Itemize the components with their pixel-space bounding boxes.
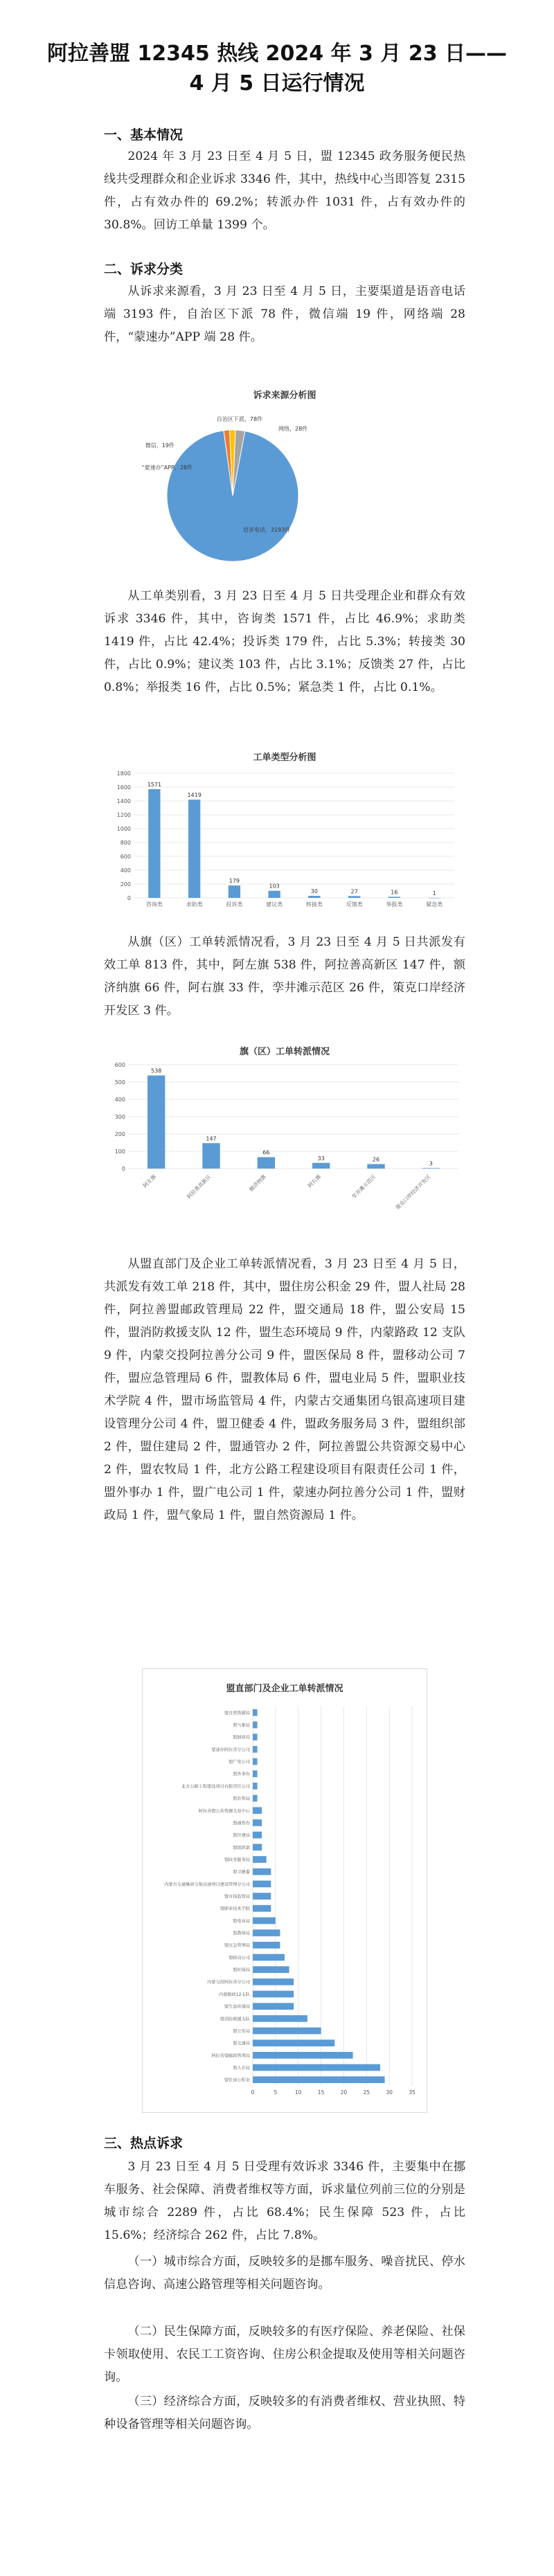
bar-26 bbox=[253, 2028, 321, 2035]
y-tick-label-0: 0 bbox=[121, 1166, 125, 1172]
bar-value-label-4: 26 bbox=[372, 1156, 380, 1163]
y-tick-label-3: 300 bbox=[114, 1114, 125, 1120]
bar-18 bbox=[253, 1929, 280, 1936]
y-tick-label-1: 盟气象局 bbox=[233, 1723, 250, 1729]
bar-20 bbox=[253, 1954, 285, 1961]
section-classification-heading: 二、诉求分类 bbox=[104, 262, 184, 277]
y-tick-label-2: 200 bbox=[114, 1131, 125, 1137]
y-tick-label-2: 400 bbox=[120, 867, 131, 874]
section-basic-paragraph: 2024 年 3 月 23 日至 4 月 5 日，盟 12345 政务服务便民热线共受理群众和企业诉求 3346 件，其中，热线中心当即答复 2315 件，占有效办件的 69.2%；转派办件 1031 件，占有效办件的 30.8%。回访工单量 1399 个。 bbox=[104, 150, 465, 232]
pie-label-2: 微信，19件 bbox=[145, 442, 175, 449]
y-tick-label-7: 1400 bbox=[116, 798, 131, 804]
bar-value-label-0: 1571 bbox=[147, 781, 162, 788]
bar-1 bbox=[202, 1143, 220, 1169]
bar-6 bbox=[253, 1783, 258, 1790]
x-tick-label-0: 0 bbox=[251, 2089, 255, 2096]
x-tick-label-0: 咨询类 bbox=[145, 901, 163, 908]
district-paragraph: 从旗（区）工单转派情况看，3 月 23 日至 4 月 5 日共派发有效工单 813 件，其中，阿左旗 538 件，阿拉善高新区 147 件，额济纳旗 66 件，阿右旗 33 件，孪井滩示范区 26 件，策克口岸经济开发区 3 件。 bbox=[104, 935, 465, 1018]
y-tick-label-19: 盟应急管理局 bbox=[224, 1943, 250, 1949]
source-paragraph: 从诉求来源看，3 月 23 日至 4 月 5 日，主要渠道是语音电话端 3193 件，自治区下派 78 件，微信端 19 件，网络端 28 件，“蒙速办”APP 端 28 件。 bbox=[104, 285, 465, 344]
y-tick-label-11: 盟组织部 bbox=[233, 1845, 250, 1850]
bar-25 bbox=[253, 2015, 307, 2022]
y-tick-label-3: 蒙速办阿拉善分公司 bbox=[211, 1747, 250, 1753]
bar-4 bbox=[308, 896, 320, 898]
x-tick-label-4: 转接类 bbox=[305, 901, 323, 908]
bar-0 bbox=[148, 789, 160, 898]
bar-4 bbox=[253, 1758, 258, 1765]
y-tick-label-26: 盟公安局 bbox=[233, 2028, 250, 2034]
bar-value-label-1: 147 bbox=[206, 1135, 217, 1142]
bar-12 bbox=[253, 1856, 267, 1863]
bar-21 bbox=[253, 1966, 289, 1973]
y-tick-label-17: 盟电业局 bbox=[233, 1918, 250, 1924]
y-tick-label-5: 1000 bbox=[116, 826, 131, 832]
bar-13 bbox=[253, 1868, 271, 1875]
y-tick-label-4: 400 bbox=[114, 1097, 125, 1103]
x-tick-label-4: 20 bbox=[340, 2089, 348, 2096]
section-basic-heading: 一、基本情况 bbox=[104, 127, 184, 143]
x-tick-label-7: 紧急类 bbox=[426, 901, 443, 908]
bar-2 bbox=[253, 1733, 258, 1740]
hotspot-paragraph: 3 月 23 日至 4 月 5 日受理有效诉求 3346 件，主要集中在挪车服务、社会保障、消费者维权等方面，诉求量位列前三位的分别是城市综合 2289 件，占比 68.4%；民生保障 523 件，占比 15.6%；经济综合 262 件，占比 7.8%。 bbox=[104, 2160, 465, 2242]
y-tick-label-25: 盟消防救援支队 bbox=[220, 2017, 250, 2022]
bar-10 bbox=[253, 1832, 262, 1839]
bar-27 bbox=[253, 2039, 334, 2046]
x-tick-label-3: 阿右旗 bbox=[306, 1173, 323, 1189]
y-tick-label-5: 盟外事办 bbox=[233, 1772, 250, 1777]
bar-chart-department-title: 盟直部门及企业工单转派情况 bbox=[226, 1684, 343, 1694]
bar-chart-district-title: 旗（区）工单转派情况 bbox=[239, 1047, 330, 1057]
y-tick-label-13: 盟卫健委 bbox=[233, 1870, 250, 1875]
y-tick-label-15: 盟市场监管局 bbox=[224, 1894, 250, 1900]
x-tick-label-2: 额济纳旗 bbox=[248, 1173, 267, 1193]
x-tick-label-5: 策克口岸经济开发区 bbox=[394, 1173, 432, 1212]
x-tick-label-6: 举报类 bbox=[386, 901, 403, 908]
y-tick-label-1: 200 bbox=[120, 881, 131, 888]
y-tick-label-4: 盟广电公司 bbox=[229, 1760, 250, 1765]
bar-chart-type-title: 工单类型分析图 bbox=[253, 753, 316, 763]
bar-value-label-3: 33 bbox=[317, 1155, 325, 1162]
y-tick-label-1: 100 bbox=[114, 1149, 125, 1155]
bar-value-label-1: 1419 bbox=[187, 792, 202, 799]
doc-title-line1: 阿拉善盟 12345 热线 2024 年 3 月 23 日—— bbox=[46, 42, 508, 66]
bar-28 bbox=[253, 2052, 353, 2059]
y-tick-label-14: 内蒙古交通集团乌银高速项目建设管理分公司 bbox=[164, 1882, 250, 1887]
x-tick-label-5: 25 bbox=[363, 2089, 370, 2096]
y-tick-label-8: 阿拉善盟公共资源交易中心 bbox=[198, 1808, 250, 1814]
y-tick-label-18: 盟教体局 bbox=[233, 1931, 250, 1936]
bar-2 bbox=[258, 1158, 275, 1169]
y-tick-label-16: 盟职业技术学院 bbox=[220, 1907, 250, 1912]
y-tick-label-23: 内蒙路政12支队 bbox=[219, 1992, 250, 1997]
bar-11 bbox=[253, 1844, 262, 1850]
y-tick-label-8: 1600 bbox=[116, 784, 131, 791]
bar-3 bbox=[268, 891, 280, 898]
bar-1 bbox=[188, 800, 200, 898]
y-tick-label-4: 800 bbox=[120, 840, 131, 846]
bar-value-label-6: 16 bbox=[391, 889, 398, 896]
bar-9 bbox=[253, 1819, 262, 1826]
bar-1 bbox=[253, 1722, 258, 1729]
bar-value-label-7: 1 bbox=[432, 890, 436, 897]
bar-6 bbox=[388, 897, 400, 898]
x-tick-label-0: 阿左旗 bbox=[141, 1173, 158, 1189]
bar-14 bbox=[253, 1880, 271, 1887]
department-paragraph: 从盟直部门及企业工单转派情况看，3 月 23 日至 4 月 5 日，共派发有效工单 218 件，其中，盟住房公积金 29 件，盟人社局 28 件，阿拉善盟邮政管理局 22 件，盟交通局 18 件，盟公安局 15 件，盟消防救援支队 12 件，盟生态环境局 9 件，内蒙路政 12 支队 9 件，内蒙交投阿拉善分公司 9 件，盟医保局 8 件，盟移动公司 7 件，盟应急管理局 6 件，盟教体局 6 件，盟电业局 5 件，盟职业技术学院 4 件，盟市场监管局 4 件，内蒙古交通集团乌银高速项目建设管理分公司 4 件，盟卫健委 4 件，盟政务服务局 3 件，盟组织部 2 件，盟住建局 2 件，盟通管办 2 件，阿拉善盟公共资源交易中心 2 件，盟农牧局 1 件，北方公路工程建设项目有限责任公司 1 件，盟外事办 1 件，盟广电公司 1 件，蒙速办阿拉善分公司 1 件，盟财政局 1 件，盟气象局 1 件，盟自然资源局 1 件。 bbox=[104, 1257, 465, 1522]
y-tick-label-9: 1800 bbox=[116, 771, 131, 777]
bar-value-label-5: 27 bbox=[350, 888, 358, 895]
y-tick-label-9: 盟通管办 bbox=[233, 1821, 250, 1826]
bar-5 bbox=[422, 1168, 440, 1169]
pie-label-0: 语音电话，3193件 bbox=[243, 527, 291, 533]
section-hotspot-heading: 三、热点诉求 bbox=[104, 2136, 184, 2151]
bar-22 bbox=[253, 1979, 294, 1985]
bar-5 bbox=[348, 896, 360, 898]
bar-0 bbox=[148, 1076, 165, 1169]
y-tick-label-30: 盟住房公积金 bbox=[224, 2078, 250, 2083]
bar-30 bbox=[253, 2076, 385, 2083]
bar-5 bbox=[253, 1770, 258, 1777]
y-tick-label-6: 600 bbox=[114, 1062, 125, 1068]
type-bar-chart bbox=[104, 765, 465, 926]
pie-label-3: 网络，28件 bbox=[278, 426, 308, 432]
bar-16 bbox=[253, 1905, 271, 1912]
x-tick-label-3: 建议类 bbox=[266, 901, 283, 908]
pie-chart-title: 诉求来源分析图 bbox=[253, 390, 316, 401]
bar-7 bbox=[253, 1795, 258, 1802]
pie-label-4: “蒙速办”APP，28件 bbox=[141, 465, 193, 471]
bar-7 bbox=[428, 898, 440, 899]
bar-value-label-0: 538 bbox=[151, 1068, 162, 1074]
y-tick-label-12: 盟政务服务局 bbox=[224, 1857, 250, 1863]
y-tick-label-24: 盟生态环境局 bbox=[224, 2004, 250, 2010]
y-tick-label-28: 阿拉善盟邮政管理局 bbox=[211, 2053, 250, 2059]
x-tick-label-7: 35 bbox=[409, 2089, 416, 2096]
bar-3 bbox=[253, 1746, 258, 1753]
y-tick-label-21: 盟医保局 bbox=[233, 1967, 250, 1973]
x-tick-label-5: 反馈类 bbox=[346, 901, 363, 908]
y-tick-label-10: 盟住建局 bbox=[233, 1833, 250, 1839]
source-pie-chart bbox=[104, 400, 465, 573]
x-tick-label-2: 10 bbox=[294, 2089, 302, 2096]
y-tick-label-6: 北方公路工程建设项目有限责任公司 bbox=[181, 1784, 250, 1790]
y-tick-label-0: 盟自然资源局 bbox=[224, 1711, 250, 1716]
x-tick-label-3: 15 bbox=[317, 2089, 325, 2096]
x-tick-label-1: 5 bbox=[274, 2089, 278, 2096]
bar-value-label-2: 179 bbox=[229, 878, 240, 885]
category-paragraph: 从工单类别看，3 月 23 日至 4 月 5 日共受理企业和群众有效诉求 3346 件，其中，咨询类 1571 件，占比 46.9%；求助类 1419 件，占比 42.4%；投诉类 179 件，占比 5.3%；转接类 30 件，占比 0.9%；建议类 103 件，占比 3.1%；反馈类 27 件，占比 0.8%；举报类 16 件，占比 0.5%；紧急类 1 件，占比 0.1%。 bbox=[104, 589, 465, 694]
doc-title-line2: 4 月 5 日运行情况 bbox=[189, 71, 365, 96]
y-tick-label-6: 1200 bbox=[116, 812, 131, 818]
bar-23 bbox=[253, 1991, 294, 1998]
y-tick-label-5: 500 bbox=[114, 1079, 125, 1086]
y-tick-label-22: 内蒙交投阿拉善分公司 bbox=[207, 1980, 250, 1985]
hotspot-livelihood-paragraph: （二）民生保障方面，反映较多的有医疗保险、养老保险、社保卡领取使用、农民工工资咨询、住房公积金提取及使用等相关问题咨询。 bbox=[104, 2325, 465, 2384]
pie-label-1: 自治区下派，78件 bbox=[216, 416, 263, 422]
department-bar-chart bbox=[142, 1700, 426, 2108]
bar-29 bbox=[253, 2064, 380, 2071]
y-tick-label-27: 盟交通局 bbox=[233, 2041, 250, 2046]
bar-value-label-3: 103 bbox=[269, 883, 280, 890]
bar-19 bbox=[253, 1942, 280, 1949]
y-tick-label-2: 盟财政局 bbox=[233, 1735, 250, 1740]
bar-4 bbox=[367, 1164, 384, 1169]
bar-0 bbox=[253, 1709, 258, 1716]
district-bar-chart bbox=[104, 1059, 465, 1239]
y-tick-label-29: 盟人社局 bbox=[233, 2065, 250, 2071]
bar-value-label-4: 30 bbox=[310, 888, 318, 894]
y-tick-label-0: 0 bbox=[127, 895, 131, 901]
x-tick-label-1: 阿拉善高新区 bbox=[186, 1173, 213, 1200]
bar-3 bbox=[312, 1163, 330, 1169]
bar-15 bbox=[253, 1893, 271, 1900]
y-tick-label-3: 600 bbox=[120, 854, 131, 860]
bar-24 bbox=[253, 2003, 294, 2010]
bar-8 bbox=[253, 1807, 262, 1814]
x-tick-label-6: 30 bbox=[386, 2089, 393, 2096]
bar-2 bbox=[229, 885, 240, 898]
x-tick-label-4: 孪井滩示范区 bbox=[350, 1173, 377, 1200]
bar-value-label-5: 3 bbox=[429, 1160, 433, 1167]
y-tick-label-7: 盟农牧局 bbox=[233, 1796, 250, 1802]
x-tick-label-2: 投诉类 bbox=[226, 901, 243, 908]
hotspot-city-paragraph: （一）城市综合方面，反映较多的是挪车服务、噪音扰民、停水信息咨询、高速公路管理等相关问题咨询。 bbox=[104, 2255, 465, 2291]
y-tick-label-20: 盟移动公司 bbox=[229, 1955, 250, 1961]
x-tick-label-1: 求助类 bbox=[186, 901, 203, 908]
bar-17 bbox=[253, 1917, 276, 1924]
hotspot-economy-paragraph: （三）经济综合方面，反映较多的有消费者维权、营业执照、特种设备管理等相关问题咨询。 bbox=[104, 2395, 465, 2431]
bar-value-label-2: 66 bbox=[262, 1149, 270, 1156]
